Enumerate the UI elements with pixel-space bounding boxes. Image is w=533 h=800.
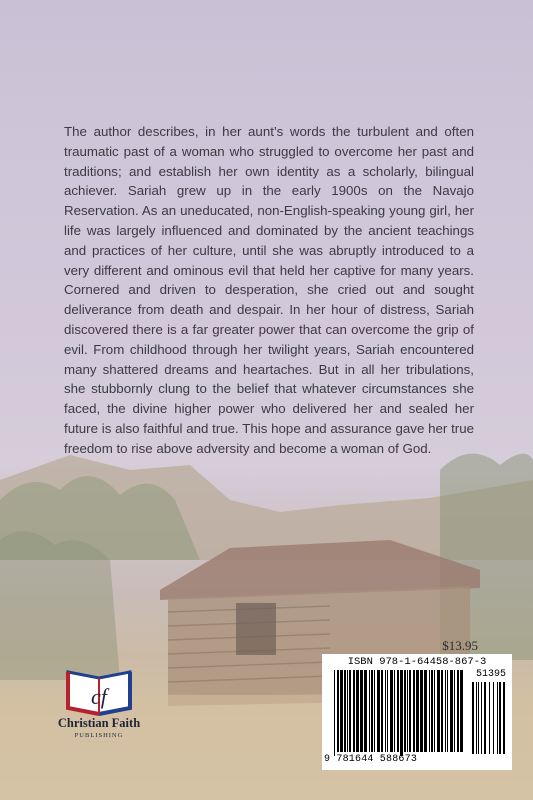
barcode-bar [416, 670, 419, 752]
barcode-bar [407, 670, 408, 752]
barcode-bar [409, 670, 411, 752]
addon-bar [472, 682, 474, 754]
barcode-bar [349, 670, 351, 752]
barcode-bar [385, 670, 386, 752]
ean-digits: 9 781644 588673 [324, 754, 418, 765]
barcode-bar [374, 670, 375, 752]
barcode-bar [437, 670, 440, 752]
barcode-bar [431, 670, 433, 752]
barcode-bar [429, 670, 430, 752]
barcode-bar [344, 670, 346, 752]
barcode-bar [394, 670, 395, 752]
barcode-bar [337, 670, 339, 752]
barcode-bar [356, 670, 359, 752]
cabin-window [236, 603, 276, 655]
addon-bar [499, 682, 501, 754]
publisher-logo [54, 664, 144, 756]
barcode-bar [387, 670, 388, 752]
back-cover-blurb: The author describes, in her aunt’s words the turbulent and often traumatic past of a woman who struggled to overcome her past and traditions; and establish her own identity as a scholarly, bilingual achiever. Sariah grew up in the early 1900s on the Navajo Reservation. As an uneducated, non-English-speaking young girl, her life was largely influenced and dominated by the ancient teachings and practices of her culture, until she was abruptly introduced to a very different and ominous evil that held her captive for many years. Cornered and driven to desperation, she cried out and sought deliverance from death and despair. In her hour of distress, Sariah discovered there is a far greater power that can overcome the grip of evil. From childhood through her twilight years, Sariah encountered many shattered dreams and heartaches. But in all her tribulations, she stubbornly clung to the belief that whatever circumstances she faced, the divine higher power who delivered her and sealed her future is also faithful and true. This hope and assurance gave her true freedom to rise above adversity and become a woman of God. [64, 124, 474, 456]
barcode-bar [340, 670, 343, 752]
barcode-bar [454, 670, 455, 752]
barcode-bar [445, 670, 446, 752]
barcode-bar [441, 670, 443, 752]
price-label: $13.95 [442, 638, 478, 653]
addon-bar [484, 682, 486, 754]
publisher-name: Christian Faith [57, 716, 141, 730]
barcode-bar [447, 670, 448, 752]
isbn-text: ISBN 978-1-64458-867-3 [347, 656, 487, 668]
isbn-barcode [322, 654, 512, 770]
logo-letters: cf [91, 684, 107, 709]
barcode-bar [381, 670, 383, 752]
barcode-bar [390, 670, 393, 752]
barcode-bar [424, 670, 427, 752]
barcode-bar [353, 670, 355, 752]
barcode-bar [364, 670, 367, 752]
barcode-bar [457, 670, 459, 752]
barcode-bar [347, 670, 348, 752]
barcode-bar [369, 670, 370, 752]
addon-code: 51395 [475, 669, 506, 680]
barcode-bar [450, 670, 453, 752]
publisher-subtitle: PUBLISHING [74, 732, 124, 739]
barcode-bar [413, 670, 415, 752]
addon-bar [493, 682, 494, 754]
barcode-bar [420, 670, 423, 752]
barcode-bar [434, 670, 435, 752]
barcode-bar [377, 670, 380, 752]
addon-bar [497, 682, 498, 754]
barcode-bar [334, 670, 335, 756]
barcode-bar [404, 670, 406, 752]
addon-bar [476, 682, 477, 754]
addon-bar [478, 682, 479, 754]
barcode-bar [397, 670, 399, 752]
addon-bar [489, 682, 490, 754]
addon-bar [503, 682, 505, 754]
barcode-bar [360, 670, 363, 752]
addon-bar [481, 682, 482, 754]
tree-left [0, 531, 120, 680]
barcode-bar [400, 670, 403, 756]
barcode-bar [460, 670, 463, 752]
barcode-bar [371, 670, 373, 752]
